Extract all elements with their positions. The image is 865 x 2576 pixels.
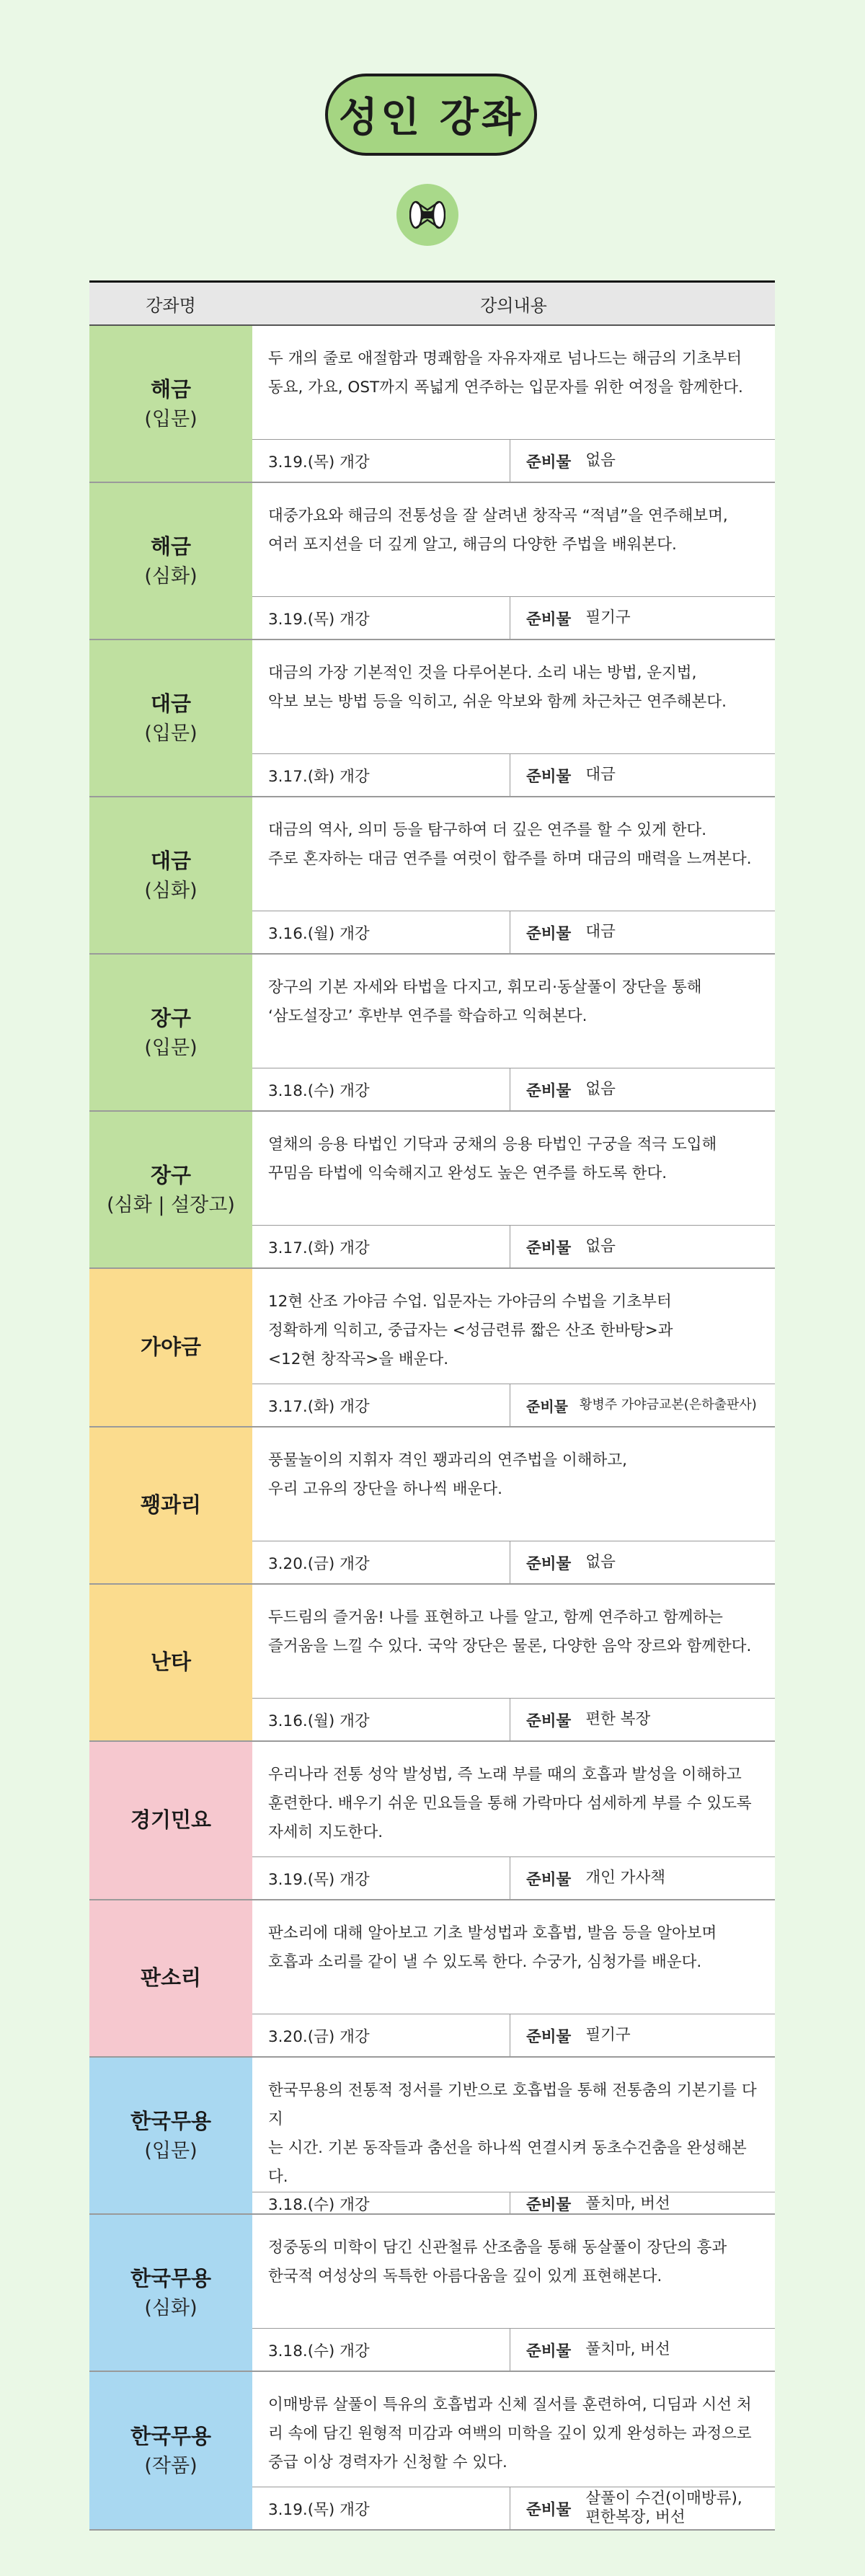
table-row: [89, 640, 775, 797]
course-description: 이매방류 살풀이 특유의 호흡법과 신체 질서를 훈련하여, 디딤과 시선 처 리 속에 담긴 원형적 미감과 여백의 미학을 깊이 있게 완성하는 과정으로 중급 이상 경력자가 신청할 수 있다.: [268, 2396, 752, 2471]
course-description: 풍물놀이의 지휘자 격인 꽹과리의 연주법을 이해하고, 우리 고유의 장단을 하나씩 배운다.: [268, 1451, 627, 1498]
course-content-cell: [252, 1742, 775, 1899]
course-level: (작품): [144, 2455, 198, 2478]
course-start-date: 3.19.(목) 개강: [252, 1857, 510, 1899]
table-row: [89, 326, 775, 483]
course-start-date: 3.16.(월) 개강: [252, 1699, 510, 1740]
course-level: (입문): [144, 408, 198, 431]
course-preparation: [510, 1541, 775, 1583]
course-meta: [252, 2192, 775, 2215]
course-name: 한국무용: [130, 2265, 212, 2290]
preparation-label: 준비물: [526, 1081, 572, 1100]
table-row: [89, 955, 775, 1112]
preparation-value: 풀치마, 버선: [585, 2340, 670, 2358]
course-preparation: [510, 2014, 775, 2056]
course-content-cell: [252, 2058, 775, 2213]
course-description: 장구의 기본 자세와 타법을 다지고, 휘모리·동살풀이 장단을 통해 ‘삼도설장고’ 후반부 연주를 학습하고 익혀본다.: [268, 978, 702, 1025]
course-name: 대금: [150, 848, 192, 873]
course-start-date: 3.19.(목) 개강: [252, 597, 510, 639]
preparation-label: 준비물: [526, 1712, 572, 1730]
course-preparation: [510, 2329, 775, 2371]
janggu-drum-icon-graphic: [409, 198, 445, 231]
course-name: 경기민요: [130, 1807, 212, 1833]
preparation-label: 준비물: [526, 453, 572, 472]
course-description: 대중가요와 해금의 전통성을 잘 살려낸 창작곡 “적념”을 연주해보며, 여러 포지션을 더 깊게 알고, 해금의 다양한 주법을 배워본다.: [268, 507, 728, 554]
preparation-label: 준비물: [526, 1239, 572, 1257]
course-meta: [252, 2014, 775, 2056]
course-description: 판소리에 대해 알아보고 기초 발성법과 호흡법, 발음 등을 알아보며 호흡과 소리를 같이 낼 수 있도록 한다. 수궁가, 심청가를 배운다.: [268, 1924, 717, 1971]
course-level: (심화): [144, 880, 198, 903]
course-name: 장구: [150, 1005, 192, 1030]
table-row: [89, 1269, 775, 1428]
preparation-value: 편한 복장: [585, 1710, 651, 1728]
course-name: 가야금: [140, 1335, 202, 1360]
course-preparation: [510, 440, 775, 482]
course-start-date: 3.17.(화) 개강: [252, 1384, 510, 1426]
course-name: 한국무용: [130, 2423, 212, 2448]
course-level: (입문): [144, 2140, 198, 2163]
course-name-cell: [89, 1742, 252, 1899]
course-description: 정중동의 미학이 담긴 신관철류 산조춤을 통해 동살풀이 장단의 흥과 한국적 여성상의 독특한 아름다움을 깊이 있게 표현해본다.: [268, 2239, 727, 2285]
preparation-value: 살풀이 수건(이매방류), 편한복장, 버선: [585, 2489, 742, 2526]
course-start-date: 3.16.(월) 개강: [252, 911, 510, 953]
course-content-cell: [252, 1428, 775, 1583]
course-level: (심화): [144, 565, 198, 588]
course-name-cell: [89, 1900, 252, 2056]
course-meta: [252, 596, 775, 639]
course-preparation: [510, 2192, 775, 2215]
course-meta: [252, 1068, 775, 1110]
course-description: 열채의 응용 타법인 기닥과 궁채의 응용 타법인 구궁을 적극 도입해 꾸밈음 타법에 익숙해지고 완성도 높은 연주를 하도록 한다.: [268, 1136, 717, 1182]
preparation-label: 준비물: [526, 610, 572, 629]
course-level: (심화): [144, 2297, 198, 2320]
course-description: 두 개의 줄로 애절함과 명쾌함을 자유자재로 넘나드는 해금의 기초부터 동요, 가요, OST까지 폭넓게 연주하는 입문자를 위한 여정을 함께한다.: [268, 350, 743, 397]
preparation-value: 대금: [585, 766, 616, 784]
course-preparation: [510, 754, 775, 796]
course-start-date: 3.19.(목) 개강: [252, 2487, 510, 2529]
course-name-cell: [89, 955, 252, 1110]
course-name-cell: [89, 483, 252, 639]
table-row: [89, 1742, 775, 1900]
course-start-date: 3.17.(화) 개강: [252, 754, 510, 796]
course-level: (입문): [144, 1037, 198, 1060]
course-name: 난타: [150, 1650, 192, 1675]
course-content-cell: [252, 483, 775, 639]
course-name: 한국무용: [130, 2108, 212, 2133]
course-content-cell: [252, 326, 775, 482]
preparation-value: 없음: [585, 1237, 616, 1255]
course-meta: [252, 2328, 775, 2371]
course-content-cell: [252, 955, 775, 1110]
course-start-date: 3.20.(금) 개강: [252, 1541, 510, 1583]
course-start-date: 3.18.(수) 개강: [252, 2192, 510, 2215]
course-level: (입문): [144, 722, 198, 745]
preparation-value: 황병주 가야금교본(은하출판사): [579, 1397, 757, 1412]
course-name-cell: [89, 1269, 252, 1426]
course-name-cell: [89, 1112, 252, 1267]
course-meta: [252, 1698, 775, 1740]
table-row: [89, 797, 775, 955]
course-start-date: 3.18.(수) 개강: [252, 2329, 510, 2371]
header-course-content: 강의내용: [480, 295, 547, 316]
table-header: [89, 280, 775, 326]
preparation-label: 준비물: [526, 1554, 572, 1573]
course-content-cell: [252, 1269, 775, 1426]
course-name: 해금: [150, 376, 192, 402]
course-name: 해금: [150, 534, 192, 559]
course-preparation: [510, 1699, 775, 1740]
table-row: [89, 1585, 775, 1742]
course-name-cell: [89, 326, 252, 482]
preparation-value: 없음: [585, 1080, 616, 1098]
course-preparation: [510, 1857, 775, 1899]
preparation-value: 풀치마, 버선: [585, 2194, 670, 2213]
preparation-label: 준비물: [526, 1870, 572, 1889]
course-description: 두드림의 즐거움! 나를 표현하고 나를 알고, 함께 연주하고 함께하는 즐거움을 느낄 수 있다. 국악 장단은 물론, 다양한 음악 장르와 함께한다.: [268, 1608, 752, 1655]
header-course-name: 강좌명: [146, 295, 196, 316]
course-content-cell: [252, 797, 775, 953]
preparation-label: 준비물: [526, 2342, 572, 2360]
course-name-cell: [89, 2058, 252, 2213]
preparation-value: 없음: [585, 451, 616, 469]
course-preparation: [510, 1226, 775, 1267]
course-meta: [252, 1541, 775, 1583]
course-name-cell: [89, 2215, 252, 2371]
page-title: 성인 강좌: [339, 94, 523, 141]
course-meta: [252, 1225, 775, 1267]
course-content-cell: [252, 1900, 775, 2056]
table-row: [89, 2215, 775, 2372]
preparation-label: 준비물: [526, 2196, 572, 2214]
preparation-label: 준비물: [526, 767, 572, 786]
table-row: [89, 1428, 775, 1585]
preparation-label: 준비물: [526, 924, 572, 943]
course-preparation: [510, 2487, 775, 2529]
course-content-cell: [252, 2215, 775, 2371]
preparation-value: 개인 가사책: [585, 1869, 665, 1887]
course-name: 대금: [150, 691, 192, 716]
course-name-cell: [89, 797, 252, 953]
course-description: 한국무용의 전통적 정서를 기반으로 호흡법을 통해 전통춤의 기본기를 다지 는 시간. 기본 동작들과 춤선을 하나씩 연결시켜 동초수건춤을 완성해본다.: [268, 2081, 757, 2186]
preparation-value: 필기구: [585, 608, 631, 627]
course-content-cell: [252, 1112, 775, 1267]
table-row: [89, 483, 775, 640]
table-row: [89, 2058, 775, 2215]
course-name-cell: [89, 2372, 252, 2529]
janggu-drum-icon: [396, 184, 458, 246]
table-body: [89, 326, 775, 2531]
course-preparation: [510, 1068, 775, 1110]
course-start-date: 3.19.(목) 개강: [252, 440, 510, 482]
preparation-value: 필기구: [585, 2026, 631, 2044]
course-preparation: [510, 911, 775, 953]
course-meta: [252, 1856, 775, 1899]
course-content-cell: [252, 1585, 775, 1740]
course-meta: [252, 439, 775, 482]
course-description: 대금의 역사, 의미 등을 탐구하여 더 깊은 연주를 할 수 있게 한다. 주로 혼자하는 대금 연주를 여럿이 합주를 하며 대금의 매력을 느껴본다.: [268, 821, 752, 868]
course-meta: [252, 911, 775, 953]
course-description: 대금의 가장 기본적인 것을 다루어본다. 소리 내는 방법, 운지법, 악보 보는 방법 등을 익히고, 쉬운 악보와 함께 차근차근 연주해본다.: [268, 664, 727, 711]
course-preparation: [510, 597, 775, 639]
preparation-value: 없음: [585, 1553, 616, 1571]
course-meta: [252, 2487, 775, 2529]
course-name: 판소리: [140, 1965, 202, 1991]
course-meta: [252, 753, 775, 796]
preparation-label: 준비물: [526, 2027, 572, 2046]
page-title-badge: [325, 74, 537, 156]
preparation-value: 대금: [585, 923, 616, 941]
course-content-cell: [252, 640, 775, 796]
course-start-date: 3.18.(수) 개강: [252, 1068, 510, 1110]
course-level: (심화 | 설장고): [107, 1194, 235, 1217]
table-row: [89, 2372, 775, 2531]
preparation-label: 준비물: [526, 1397, 568, 1415]
course-meta: [252, 1384, 775, 1426]
course-description: 12현 산조 가야금 수업. 입문자는 가야금의 수법을 기초부터 정확하게 익히고, 중급자는 <성금련류 짧은 산조 한바탕>과 <12현 창작곡>을 배운다.: [268, 1293, 673, 1368]
table-row: [89, 1112, 775, 1269]
course-name: 꽹과리: [140, 1492, 202, 1518]
course-name-cell: [89, 1428, 252, 1583]
course-name-cell: [89, 640, 252, 796]
table-row: [89, 1900, 775, 2058]
course-description: 우리나라 전통 성악 발성법, 즉 노래 부를 때의 호흡과 발성을 이해하고 훈련한다. 배우기 쉬운 민요들을 통해 가락마다 섬세하게 부를 수 있도록 자세히 지도한다.: [268, 1766, 752, 1841]
course-name: 장구: [150, 1162, 192, 1187]
course-content-cell: [252, 2372, 775, 2529]
course-name-cell: [89, 1585, 252, 1740]
course-preparation: [510, 1384, 775, 1426]
preparation-label: 준비물: [526, 2500, 572, 2519]
course-start-date: 3.20.(금) 개강: [252, 2014, 510, 2056]
course-table: [89, 280, 775, 2531]
course-start-date: 3.17.(화) 개강: [252, 1226, 510, 1267]
